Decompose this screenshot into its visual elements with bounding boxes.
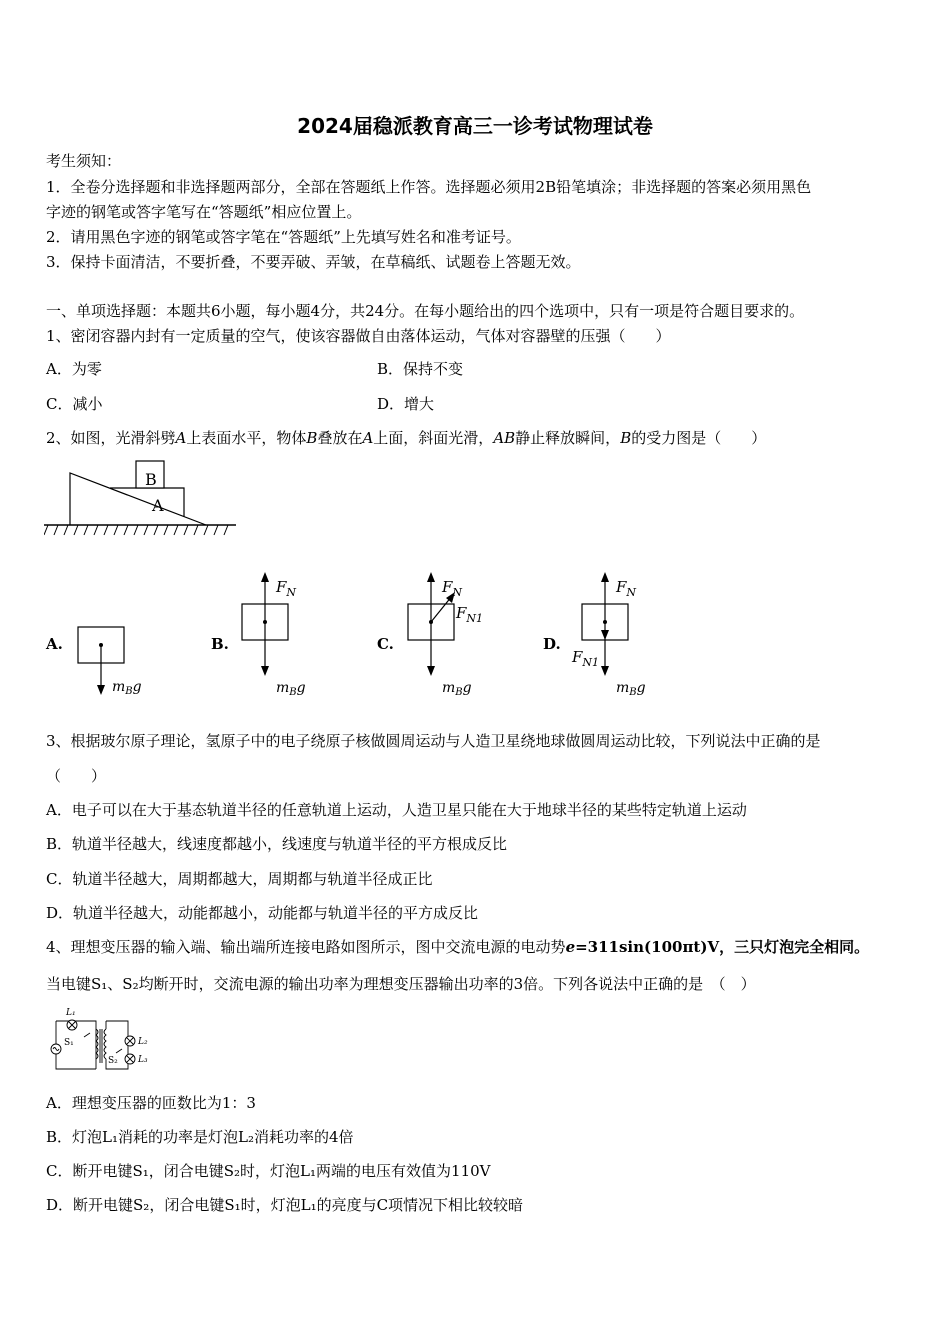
notice-item-2: 2．请用黑色字迹的钢笔或答字笔在“答题纸”上先填写姓名和准考证号。 xyxy=(46,228,521,246)
q4-stem-var: e xyxy=(565,938,576,956)
q2-stem-part: 静止释放瞬间， xyxy=(515,429,621,447)
q2-stem xyxy=(46,428,766,448)
q2-stem-part: 的受力图是（ ） xyxy=(631,429,767,447)
q2-stem-part: 叠放在 xyxy=(317,429,363,447)
switch-s2 xyxy=(116,1049,122,1053)
fn1-arrow-head xyxy=(601,630,609,640)
notice-item-1: 1．全卷分选择题和非选择题两部分，全部在答题纸上作答。选择题必须用2B铅笔填涂；非选择题的答案必须用黑色 xyxy=(46,178,812,196)
q2-stem-var: AB xyxy=(493,429,516,447)
block-a-label: A xyxy=(152,496,164,515)
label-l3: L₃ xyxy=(138,1055,148,1065)
q2-wedge-figure xyxy=(44,455,239,545)
q2-option-a-figure xyxy=(72,615,162,700)
fn-label: $F_N$ xyxy=(616,578,637,599)
q3-option-b: B．轨道半径越大，线速度都越小，线速度与轨道半径的平方根成反比 xyxy=(46,835,508,853)
q2-stem-var: A xyxy=(362,429,374,447)
arrow-head xyxy=(601,572,609,582)
q4-option-b: B．灯泡L₁消耗的功率是灯泡L₂消耗功率的4倍 xyxy=(46,1128,354,1146)
arrow-head xyxy=(601,666,609,676)
fn-label: $F_N$ xyxy=(442,578,463,599)
q1-stem: 1、密闭容器内封有一定质量的空气，使该容器做自由落体运动，气体对容器壁的压强（ ） xyxy=(46,327,671,345)
q3-paren: （ ） xyxy=(46,767,107,785)
arrow-head xyxy=(427,666,435,676)
q4-stem-part: 4、理想变压器的输入端、输出端所连接电路如图所示，图中交流电源的电动势 xyxy=(46,938,566,956)
label-l1: L₁ xyxy=(66,1008,76,1018)
label-s2: S₂ xyxy=(108,1056,118,1066)
ground-hatch xyxy=(44,525,228,535)
label-s1: S₁ xyxy=(64,1038,74,1048)
q4-stem-2: 当电键S₁、S₂均断开时，交流电源的输出功率为理想变压器输出功率的3倍。下列各说法中正确的是 （ ） xyxy=(46,975,756,993)
switch-s1 xyxy=(84,1033,90,1037)
q1-option-d: D．增大 xyxy=(377,395,435,413)
q2-option-b-figure xyxy=(236,568,326,700)
arrow-head xyxy=(261,572,269,582)
q4-circuit-figure xyxy=(44,1007,154,1075)
q1-option-a: A．为零 xyxy=(46,360,102,378)
mbg-label: $m_Bg$ xyxy=(616,680,646,698)
q3-option-c: C．轨道半径越大，周期都越大，周期都与轨道半径成正比 xyxy=(46,870,433,888)
q4-option-a: A．理想变压器的匝数比为1：3 xyxy=(46,1094,256,1112)
mbg-label: $m_Bg$ xyxy=(112,679,142,697)
secondary-coil xyxy=(104,1029,106,1059)
q1-option-b: B．保持不变 xyxy=(377,360,464,378)
q2-option-a-label: A. xyxy=(46,635,63,653)
fn1-label: $F_{N1}$ xyxy=(572,648,600,669)
notice-item-3: 3．保持卡面清洁，不要折叠，不要弄破、弄皱，在草稿纸、试题卷上答题无效。 xyxy=(46,253,581,271)
q3-option-a: A．电子可以在大于基态轨道半径的任意轨道上运动，人造卫星只能在大于地球半径的某些特定轨道上运动 xyxy=(46,801,747,819)
q2-option-c-figure xyxy=(402,568,502,700)
q4-stem-1 xyxy=(46,937,869,957)
arrow-head xyxy=(97,685,105,695)
mbg-label: $m_Bg$ xyxy=(442,680,472,698)
arrow-head xyxy=(261,666,269,676)
q3-stem: 3、根据玻尔原子理论，氢原子中的电子绕原子核做圆周运动与人造卫星绕地球做圆周运动比较，下列说法中正确的是 xyxy=(46,732,821,750)
label-l2: L₂ xyxy=(138,1037,148,1047)
q1-option-c: C．减小 xyxy=(46,395,103,413)
q2-option-b-label: B. xyxy=(211,635,229,653)
q2-stem-var: B xyxy=(306,429,318,447)
section-heading: 一、单项选择题：本题共6小题，每小题4分，共24分。在每小题给出的四个选项中，只有一项是符合题目要求的。 xyxy=(46,302,805,320)
q2-stem-part: 2、如图，光滑斜劈 xyxy=(46,429,176,447)
q4-option-d: D．断开电键S₂，闭合电键S₁时，灯泡L₁的亮度与C项情况下相比较较暗 xyxy=(46,1196,524,1214)
page-title: 2024届稳派教育高三一诊考试物理试卷 xyxy=(297,114,653,138)
arrow-head xyxy=(427,572,435,582)
notice-item-1-cont: 字迹的钢笔或答字笔写在“答题纸”相应位置上。 xyxy=(46,203,362,221)
q2-stem-part: 上表面水平，物体 xyxy=(186,429,307,447)
block-b-label: B xyxy=(145,470,157,489)
fn-label: $F_N$ xyxy=(276,578,297,599)
q2-stem-var: A xyxy=(175,429,187,447)
q2-stem-var: B xyxy=(620,429,632,447)
notice-heading: 考生须知： xyxy=(46,152,122,170)
mbg-label: $m_Bg$ xyxy=(276,680,306,698)
q2-option-d-label: D. xyxy=(543,635,561,653)
q4-stem-part: =311sin(100πt)V，三只灯泡完全相同。 xyxy=(575,938,870,956)
q4-option-c: C．断开电键S₁，闭合电键S₂时，灯泡L₁两端的电压有效值为110V xyxy=(46,1162,491,1180)
q2-option-c-label: C. xyxy=(377,635,394,653)
q3-option-d: D．轨道半径越大，动能都越小，动能都与轨道半径的平方成反比 xyxy=(46,904,479,922)
q2-stem-part: 上面，斜面光滑， xyxy=(373,429,494,447)
q2-option-d-figure xyxy=(568,568,668,700)
fn1-label: $F_{N1}$ xyxy=(456,604,484,625)
